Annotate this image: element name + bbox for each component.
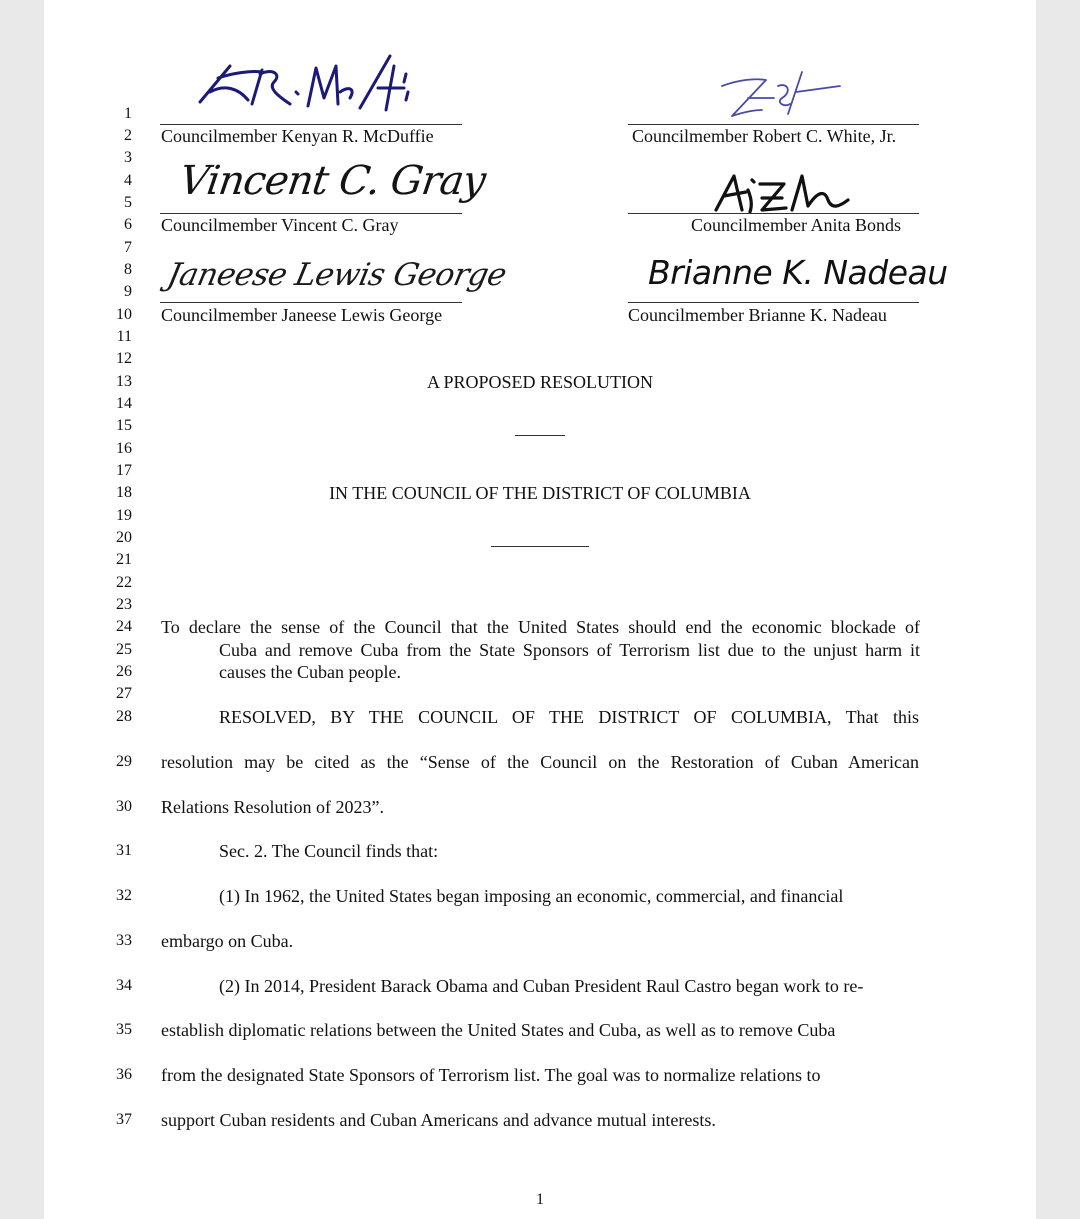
white-signature (718, 68, 848, 124)
purpose-line-3: causes the Cuban people. (219, 662, 401, 682)
line-number: 37 (116, 1111, 132, 1128)
line-number: 21 (116, 551, 132, 568)
nadeau-signature: Brianne K. Nadeau (648, 253, 948, 292)
line-number: 12 (116, 350, 132, 367)
line-number: 1 (124, 105, 132, 122)
finding-1-line-1: (1) In 1962, the United States began imposing an economic, commercial, and financial (219, 886, 844, 906)
line-number: 33 (116, 932, 132, 949)
line-number: 7 (124, 239, 132, 256)
nadeau-signature-line (628, 302, 919, 303)
resolved-line-1: RESOLVED, BY THE COUNCIL OF THE DISTRICT OF COLUMBIA, That this (219, 707, 919, 727)
line-number: 23 (116, 596, 132, 613)
resolved-line-3: Relations Resolution of 2023”. (161, 797, 384, 817)
line-number: 31 (116, 842, 132, 859)
line-number: 27 (116, 685, 132, 702)
council-heading: IN THE COUNCIL OF THE DISTRICT OF COLUMBIA (329, 483, 751, 503)
line-number: 6 (124, 216, 132, 233)
line-number: 34 (116, 977, 132, 994)
purpose-line-2: Cuba and remove Cuba from the State Sponsors of Terrorism list due to the unjust harm it (219, 640, 920, 660)
signatory-bonds: Councilmember Anita Bonds (691, 215, 901, 235)
white-signature-line (628, 124, 919, 125)
signatory-mcduffie: Councilmember Kenyan R. McDuffie (161, 126, 434, 146)
line-number: 35 (116, 1021, 132, 1038)
finding-1-line-2: embargo on Cuba. (161, 931, 294, 951)
line-number: 17 (116, 462, 132, 479)
signatory-lewis-george: Councilmember Janeese Lewis George (161, 305, 443, 325)
line-number: 13 (116, 373, 132, 390)
line-number: 29 (116, 753, 132, 770)
signatory-white: Councilmember Robert C. White, Jr. (632, 126, 897, 146)
line-number: 14 (116, 395, 132, 412)
proposed-resolution-heading: A PROPOSED RESOLUTION (426, 372, 654, 392)
bonds-signature-line (628, 213, 919, 214)
line-number: 36 (116, 1066, 132, 1083)
signatory-gray: Councilmember Vincent C. Gray (161, 215, 399, 235)
mcduffie-signature (190, 48, 430, 120)
line-number: 30 (116, 798, 132, 815)
line-number: 19 (116, 507, 132, 524)
line-number: 26 (116, 663, 132, 680)
line-number: 15 (116, 417, 132, 434)
line-number: 11 (116, 328, 132, 345)
line-number: 16 (116, 440, 132, 457)
line-number: 28 (116, 708, 132, 725)
mcduffie-signature-line (160, 124, 462, 125)
purpose-line-1: To declare the sense of the Council that the United States should end the economic blockade of (161, 617, 920, 637)
line-number: 10 (116, 306, 132, 323)
line-number: 8 (124, 261, 132, 278)
line-number: 25 (116, 641, 132, 658)
gray-signature: Vincent C. Gray (176, 158, 488, 204)
line-number: 18 (116, 484, 132, 501)
line-number: 24 (116, 618, 132, 635)
heading-rule-2 (491, 546, 589, 547)
signatory-nadeau: Councilmember Brianne K. Nadeau (628, 305, 887, 325)
lewis-george-signature: Janeese Lewis George (164, 257, 510, 293)
line-number: 32 (116, 887, 132, 904)
lewis-george-signature-line (160, 302, 462, 303)
finding-2-line-1: (2) In 2014, President Barack Obama and Cuban President Raul Castro began work to re- (219, 976, 864, 996)
heading-rule-1 (515, 435, 565, 436)
line-number: 22 (116, 574, 132, 591)
section-2-heading: Sec. 2. The Council finds that: (219, 841, 439, 861)
line-number: 20 (116, 529, 132, 546)
finding-2-line-4: support Cuban residents and Cuban Americans and advance mutual interests. (161, 1110, 716, 1130)
line-number: 9 (124, 283, 132, 300)
resolved-line-2: resolution may be cited as the “Sense of the Council on the Restoration of Cuban American (161, 752, 919, 772)
gray-signature-line (160, 213, 462, 214)
page-number: 1 (536, 1191, 544, 1208)
bonds-signature (712, 170, 852, 216)
line-number: 2 (124, 127, 132, 144)
finding-2-line-2: establish diplomatic relations between the United States and Cuba, as well as to remove Cuba (161, 1020, 836, 1040)
line-number: 4 (124, 172, 132, 189)
finding-2-line-3: from the designated State Sponsors of Terrorism list. The goal was to normalize relations to (161, 1065, 821, 1085)
line-number: 3 (124, 149, 132, 166)
line-number: 5 (124, 194, 132, 211)
